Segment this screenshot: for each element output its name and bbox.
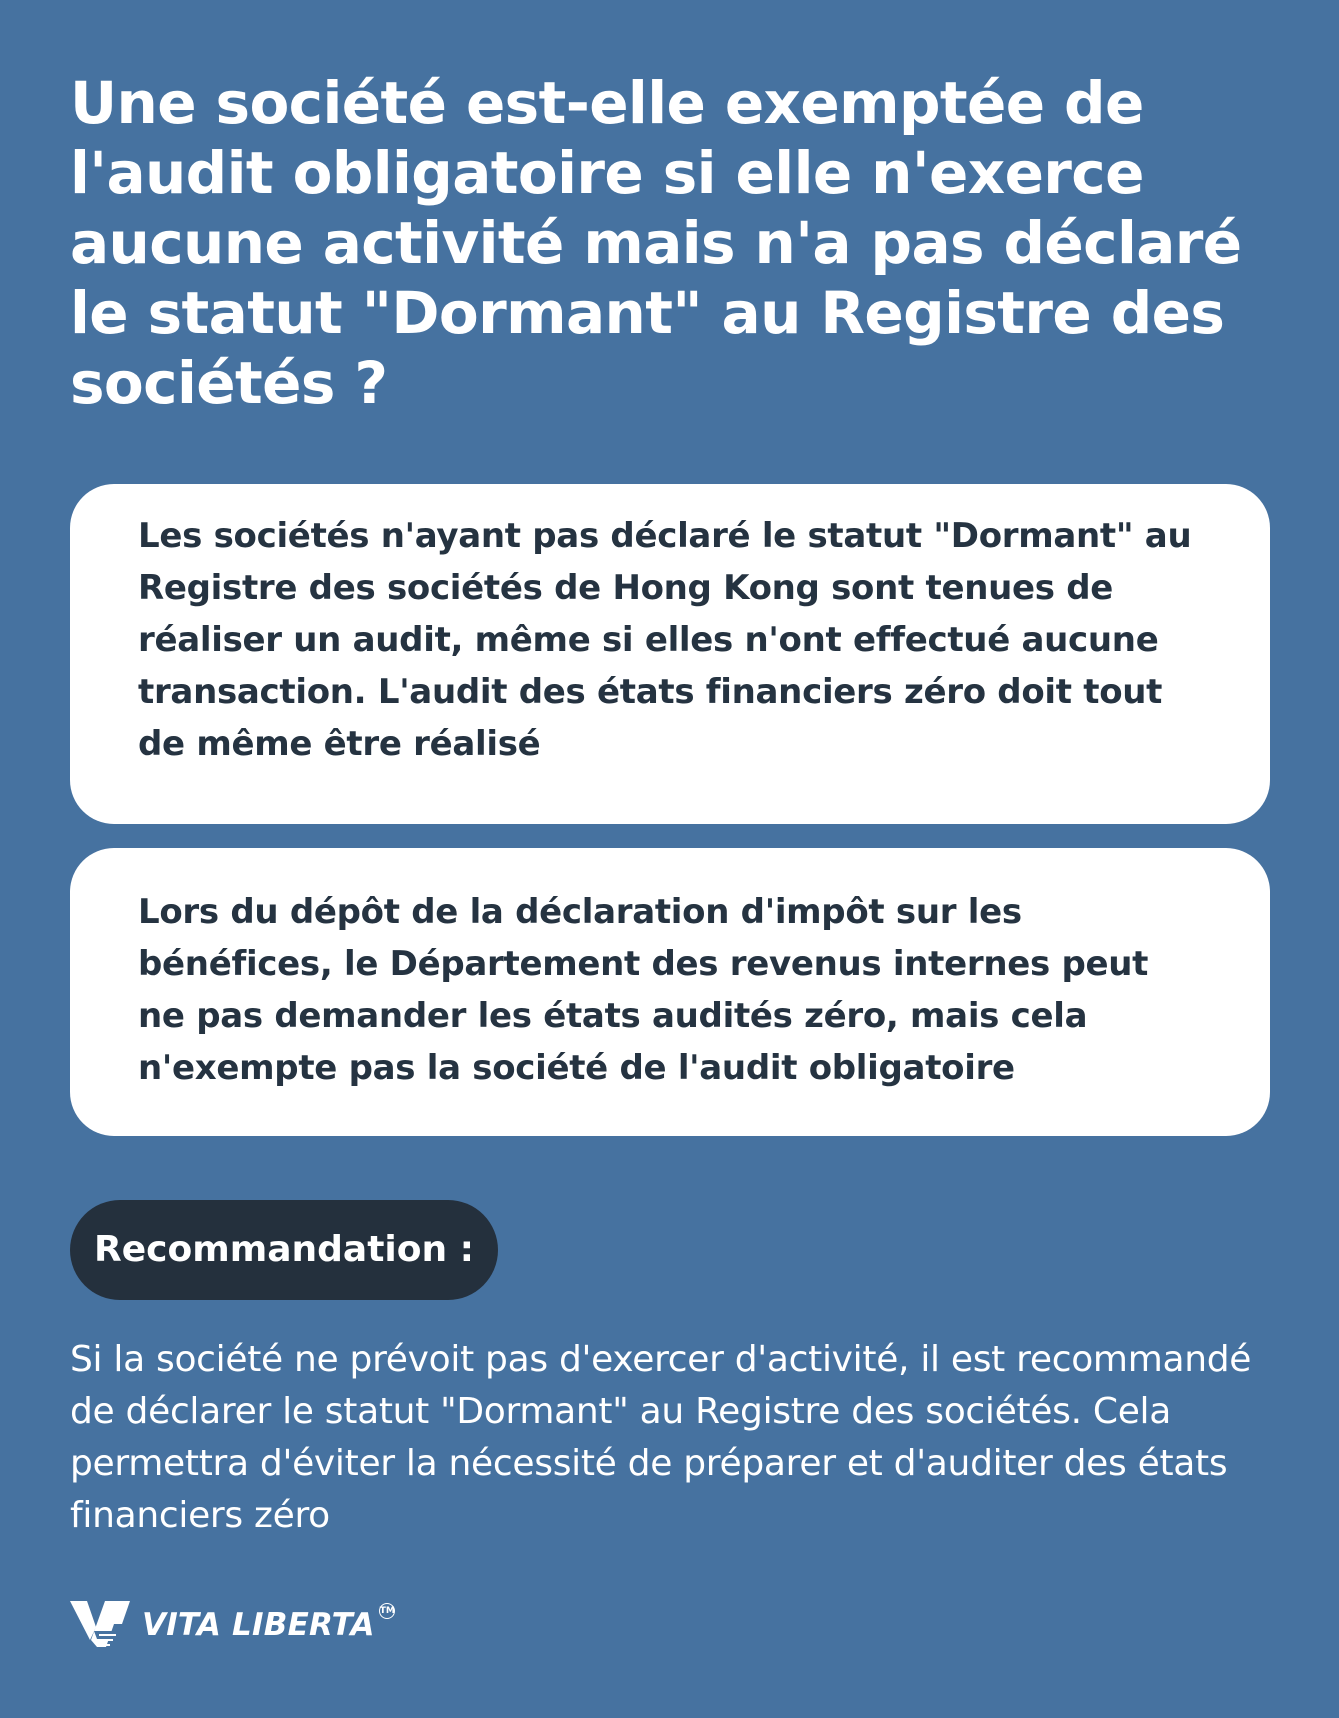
brand-name: VITA LIBERTA <box>142 1607 375 1643</box>
trademark-symbol: TM <box>379 1603 395 1619</box>
recommendation-label: Recommandation : <box>70 1200 498 1300</box>
info-card-text: Lors du dépôt de la déclaration d'impôt sur les bénéfices, le Département des revenus internes peut ne pas demander les états audités zéro, mais cela n'exempte pas la société de l'audit obligatoire <box>138 892 1149 1088</box>
page-title: Une société est-elle exemptée de l'audit obligatoire si elle n'exerce aucune activité mais n'a pas déclaré le statut "Dormant" au Registre des sociétés ? <box>70 69 1242 417</box>
info-card-text: Les sociétés n'ayant pas déclaré le statut "Dormant" au Registre des sociétés de Hong Kong sont tenues de réaliser un audit, même si elles n'ont effectué aucune transaction. L'audit des états financiers zéro doit tout de même être réalisé <box>138 516 1192 764</box>
info-card-second <box>70 848 1270 1136</box>
brand-logo <box>70 1600 403 1648</box>
vita-liberta-logo-icon <box>70 1601 130 1647</box>
recommendation-text: Si la société ne prévoit pas d'exercer d'activité, il est recommandé de déclarer le statut "Dormant" au Registre des sociétés. Cela permettra d'éviter la nécessité de préparer et d'auditer des états financiers zéro <box>70 1339 1252 1536</box>
info-card-first <box>70 484 1270 824</box>
